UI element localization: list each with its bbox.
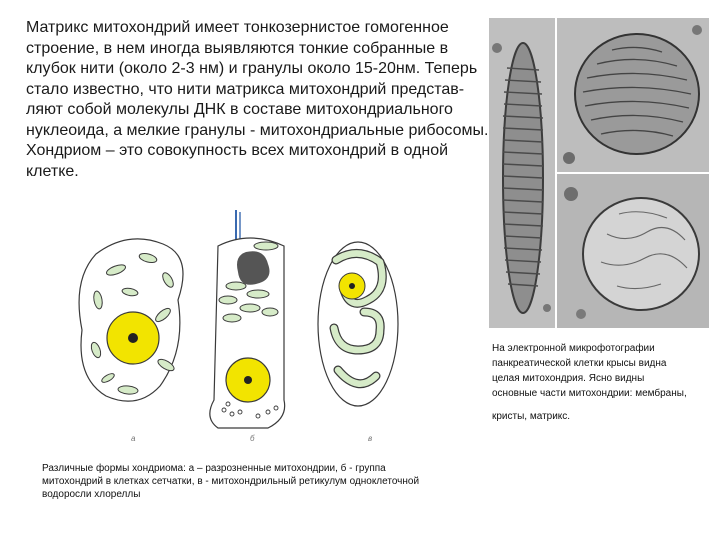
main-line: Хондриом – это совокупность всех митохондрий в одной [26,142,449,159]
micrograph-round-mitochondrion [557,18,709,172]
panel-label-c: в [368,434,373,443]
main-line: ляют собой молекулы ДНК в составе митохондриального [26,101,453,118]
cell-b-retina-mitochondria [210,210,285,428]
main-line: строение, в нем иногда выявляются тонкие собранные в [26,39,449,57]
main-line: клетке. [26,162,79,180]
diagram-caption-line: митохондрий в клетках сетчатки, в - митохондрильный ретикулум одноклеточной [42,476,420,487]
caption-line: На электронной микрофотографии [492,343,655,354]
caption-line: кристы, матрикс. [492,411,571,422]
cell-a-scattered-mitochondria [79,239,183,401]
caption-line: целая митохондрия. Ясно видны [492,373,645,384]
main-line: Матрикс митохондрий имеет тонкозернистое гомогенное [26,19,449,36]
panel-label-a: а [131,434,136,443]
diagram-caption [42,462,482,501]
micrograph-elongated-mitochondrion [489,18,555,328]
caption-line: основные части митохондрии: мембраны, [492,388,687,399]
diagram-caption-line: Различные формы хондриома: а – разрозненные митохондрии, б - группа [42,463,386,474]
main-line: нуклеоида, а мелкие гранулы - митохондриальные рибосомы. [26,121,489,139]
cell-c-chlorella-reticulum [318,242,398,406]
diagram-caption-line: водоросли хлореллы [42,489,141,500]
main-line: клубок нити (около 2-3 нм) и гранулы около 15-20нм. Теперь [26,60,478,77]
main-line: стало известно, что нити матрикса митохондрий представ- [26,80,465,98]
chondriome-diagram [68,200,418,458]
panel-label-b: б [250,434,255,443]
micrograph-swollen-mitochondrion [557,174,709,328]
micrograph-caption [492,341,714,424]
main-paragraph [26,18,494,182]
caption-line: панкреатической клетки крысы видна [492,358,667,369]
